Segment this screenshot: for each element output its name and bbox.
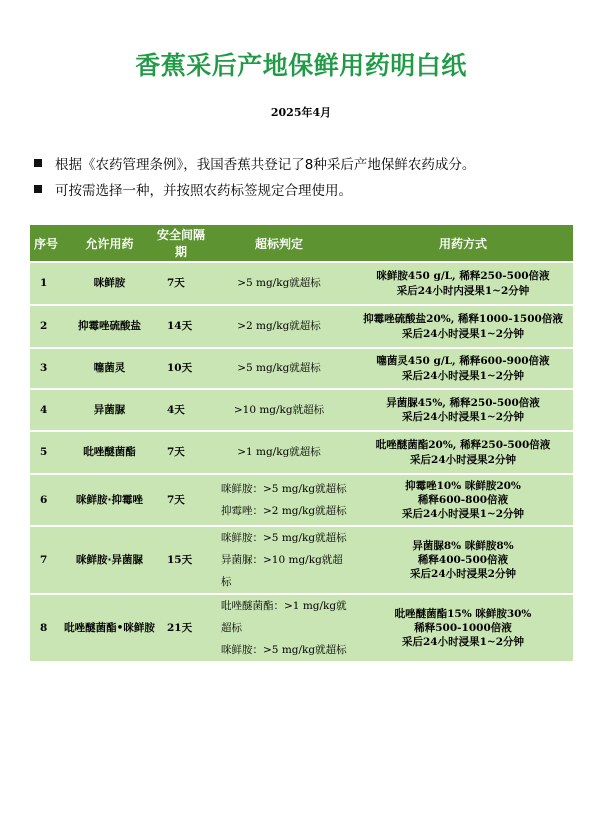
method-line: 异菌脲45%, 稀释250-500倍液	[386, 396, 540, 409]
method-line: 抑霉唑硫酸盐20%, 稀释1000-1500倍液	[363, 313, 563, 326]
table-body	[30, 262, 573, 661]
cell-no: 1	[30, 262, 62, 305]
square-bullet-icon	[34, 159, 42, 167]
method-line: 异菌脲8% 咪鲜胺8%	[412, 539, 514, 552]
cell-criteria	[205, 526, 353, 594]
cell-no: 3	[30, 348, 62, 389]
cell-interval: 7天	[157, 262, 205, 305]
table-row	[30, 348, 573, 389]
method-line: 吡唑醚菌酯15% 咪鲜胺30%	[394, 607, 532, 620]
criteria-line: >1 mg/kg就超标	[237, 446, 321, 459]
criteria-line: 吡唑醚菌酯：>1 mg/kg就超标	[221, 600, 347, 634]
cell-criteria	[205, 594, 353, 661]
cell-method	[353, 348, 573, 389]
method-line: 采后24小时内浸果1~2分钟	[396, 284, 530, 297]
bullet-text: 可按需选择一种，并按照农药标签规定合理使用。	[55, 183, 352, 199]
bullet-item	[34, 150, 594, 176]
cell-criteria	[205, 305, 353, 348]
method-line: 采后24小时浸果1~2分钟	[401, 636, 525, 649]
header-criteria: 超标判定	[205, 225, 353, 262]
cell-interval: 7天	[157, 431, 205, 474]
cell-method	[353, 431, 573, 474]
cell-interval: 21天	[157, 594, 205, 661]
table-row	[30, 389, 573, 431]
criteria-line: 咪鲜胺：>5 mg/kg就超标	[221, 532, 347, 544]
cell-method	[353, 474, 573, 526]
cell-drug: 吡唑醚菌酯	[62, 431, 157, 474]
cell-criteria	[205, 389, 353, 431]
cell-criteria	[205, 431, 353, 474]
table-row	[30, 431, 573, 474]
cell-interval: 10天	[157, 348, 205, 389]
intro-bullets	[34, 150, 594, 202]
criteria-line: >10 mg/kg就超标	[233, 403, 325, 416]
header-interval: 安全间隔期	[157, 225, 205, 262]
table-row	[30, 594, 573, 661]
cell-drug: 咪鲜胺	[62, 262, 157, 305]
cell-drug: 吡唑醚菌酯•咪鲜胺	[62, 594, 157, 661]
header-method: 用药方式	[353, 225, 573, 262]
method-line: 采后24小时浸果1~2分钟	[401, 411, 525, 423]
method-line: 采后24小时浸果1~2分钟	[401, 369, 525, 382]
cell-drug: 咪鲜胺·抑霉唑	[62, 474, 157, 526]
cell-criteria	[205, 474, 353, 526]
method-line: 采后24小时浸果1~2分钟	[401, 508, 525, 521]
publish-date: 2025年4月	[270, 106, 332, 119]
pesticide-table	[30, 225, 573, 661]
table-row	[30, 305, 573, 348]
cell-method	[353, 594, 573, 661]
table-row	[30, 474, 573, 526]
cell-interval: 7天	[157, 474, 205, 526]
method-line: 咪鲜胺450 g/L, 稀释250-500倍液	[376, 270, 550, 283]
method-line: 采后24小时浸果2分钟	[410, 453, 516, 466]
cell-no: 2	[30, 305, 62, 348]
table-row	[30, 526, 573, 594]
method-line: 稀释600-800倍液	[417, 493, 509, 506]
method-line: 噻菌灵450 g/L, 稀释600-900倍液	[376, 355, 550, 368]
cell-no: 4	[30, 389, 62, 431]
criteria-line: 抑霉唑：>2 mg/kg就超标	[221, 505, 347, 517]
method-line: 采后24小时浸果1~2分钟	[401, 327, 525, 340]
cell-criteria	[205, 348, 353, 389]
square-bullet-icon	[34, 185, 42, 193]
method-line: 抑霉唑10% 咪鲜胺20%	[405, 479, 521, 492]
cell-drug: 噻菌灵	[62, 348, 157, 389]
cell-no: 5	[30, 431, 62, 474]
method-line: 稀释400-500倍液	[417, 553, 509, 566]
method-line: 吡唑醚菌酯20%, 稀释250-500倍液	[375, 439, 551, 452]
criteria-line: 咪鲜胺：>5 mg/kg就超标	[221, 644, 347, 656]
cell-interval: 15天	[157, 526, 205, 594]
method-line: 稀释500-1000倍液	[414, 621, 512, 634]
cell-criteria	[205, 262, 353, 305]
criteria-line: >2 mg/kg就超标	[237, 320, 321, 333]
header-no: 序号	[30, 225, 62, 262]
criteria-line: 咪鲜胺：>5 mg/kg就超标	[221, 483, 347, 495]
bullet-item	[34, 176, 594, 202]
criteria-line: 异菌脲：>10 mg/kg就超标	[221, 554, 343, 588]
cell-drug: 异菌脲	[62, 389, 157, 431]
cell-method	[353, 305, 573, 348]
method-line: 采后24小时浸果2分钟	[410, 568, 516, 581]
cell-no: 7	[30, 526, 62, 594]
page-title: 香蕉采后产地保鲜用药明白纸	[135, 51, 467, 80]
cell-interval: 4天	[157, 389, 205, 431]
table-header-row	[30, 225, 573, 262]
criteria-line: >5 mg/kg就超标	[237, 362, 321, 375]
cell-drug: 咪鲜胺·异菌脲	[62, 526, 157, 594]
bullet-text: 根据《农药管理条例》，我国香蕉共登记了8种采后产地保鲜农药成分。	[55, 157, 476, 173]
cell-no: 8	[30, 594, 62, 661]
cell-method	[353, 262, 573, 305]
cell-interval: 14天	[157, 305, 205, 348]
cell-no: 6	[30, 474, 62, 526]
cell-drug: 抑霉唑硫酸盐	[62, 305, 157, 348]
criteria-line: >5 mg/kg就超标	[237, 277, 321, 290]
table-row	[30, 262, 573, 305]
header-drug: 允许用药	[62, 225, 157, 262]
cell-method	[353, 526, 573, 594]
cell-method	[353, 389, 573, 431]
